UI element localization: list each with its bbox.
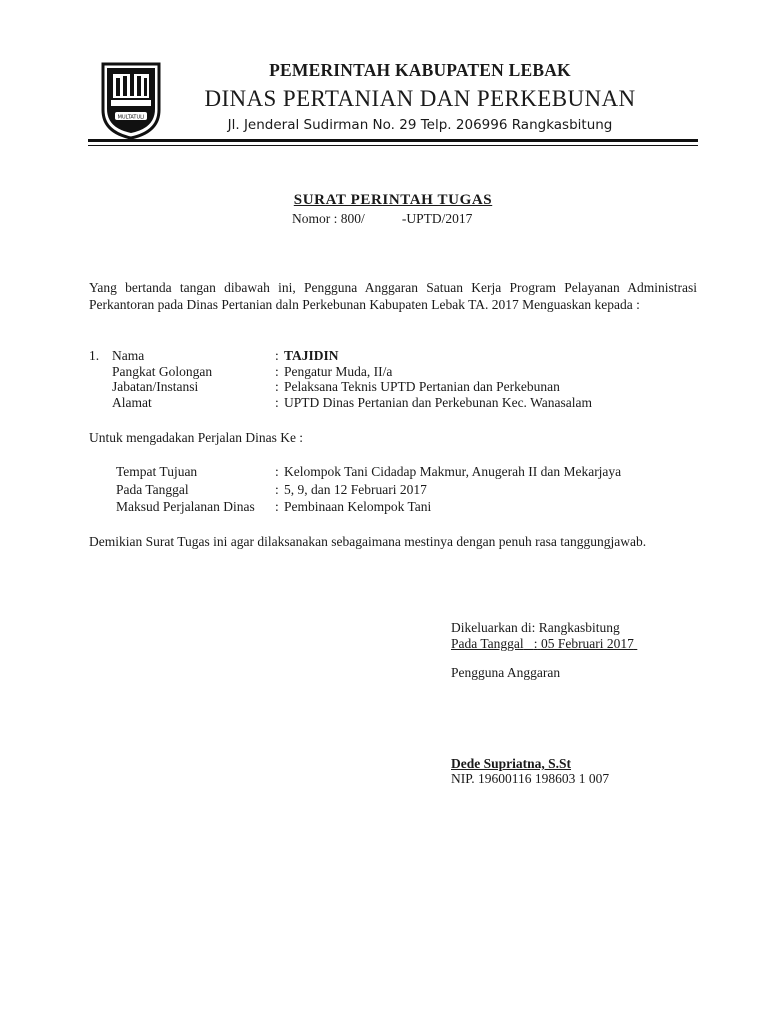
regency-logo [97, 60, 165, 140]
intro-paragraph: Yang bertanda tangan dibawah ini, Pengguna Anggaran Satuan Kerja Program Pelayanan Administrasi Perkantoran pada Dinas Pertanian daln Perkebunan Kabupaten Lebak TA. 2017 Menguaskan kepada : [89, 280, 697, 312]
trip-value-tanggal: 5, 9, dan 12 Februari 2017 [284, 482, 427, 497]
colon: : [275, 464, 279, 479]
item-number: 1. [89, 348, 100, 363]
issued-at: Dikeluarkan di: Rangkasbitung [451, 620, 620, 635]
issued-date: Pada Tanggal : 05 Februari 2017 [451, 636, 634, 651]
letter-number: Nomor : 800/ -UPTD/2017 [292, 211, 473, 226]
trip-label-tujuan: Tempat Tujuan [116, 464, 198, 479]
header-divider-thin [88, 145, 698, 146]
person-label-nama: Nama [112, 348, 145, 363]
header-divider-thick [88, 139, 698, 142]
trip-label-maksud: Maksud Perjalanan Dinas [116, 499, 255, 514]
colon: : [275, 499, 279, 514]
person-value-nama: TAJIDIN [284, 348, 339, 363]
colon: : [275, 348, 279, 363]
government-name: PEMERINTAH KABUPATEN LEBAK [269, 60, 571, 80]
person-label-pangkat: Pangkat Golongan [112, 364, 213, 379]
trip-value-tujuan: Kelompok Tani Cidadap Makmur, Anugerah II dan Mekarjaya [284, 464, 622, 479]
colon: : [275, 379, 279, 394]
signer-nip: NIP. 19600116 198603 1 007 [451, 771, 610, 786]
colon: : [275, 482, 279, 497]
person-label-alamat: Alamat [112, 395, 152, 410]
agency-address: Jl. Jenderal Sudirman No. 29 Telp. 206996 Rangkasbitung [227, 117, 613, 133]
signer-name: Dede Supriatna, S.St [451, 756, 572, 771]
person-value-pangkat: Pengatur Muda, II/a [284, 364, 393, 379]
person-label-jabatan: Jabatan/Instansi [112, 379, 199, 394]
trip-intro: Untuk mengadakan Perjalan Dinas Ke : [89, 430, 304, 445]
person-value-alamat: UPTD Dinas Pertanian dan Perkebunan Kec. Wanasalam [284, 395, 592, 410]
closing-paragraph: Demikian Surat Tugas ini agar dilaksanakan sebagaimana mestinya dengan penuh rasa tanggungjawab. [89, 534, 647, 549]
trip-label-tanggal: Pada Tanggal [116, 482, 189, 497]
signer-role: Pengguna Anggaran [451, 665, 561, 680]
letter-title: SURAT PERINTAH TUGAS [293, 192, 493, 208]
trip-value-maksud: Pembinaan Kelompok Tani [284, 499, 432, 514]
colon: : [275, 364, 279, 379]
colon: : [275, 395, 279, 410]
person-value-jabatan: Pelaksana Teknis UPTD Pertanian dan Perkebunan [284, 379, 560, 394]
agency-name: DINAS PERTANIAN DAN PERKEBUNAN [204, 86, 636, 111]
logo-caption: MULTATULI [117, 114, 145, 121]
